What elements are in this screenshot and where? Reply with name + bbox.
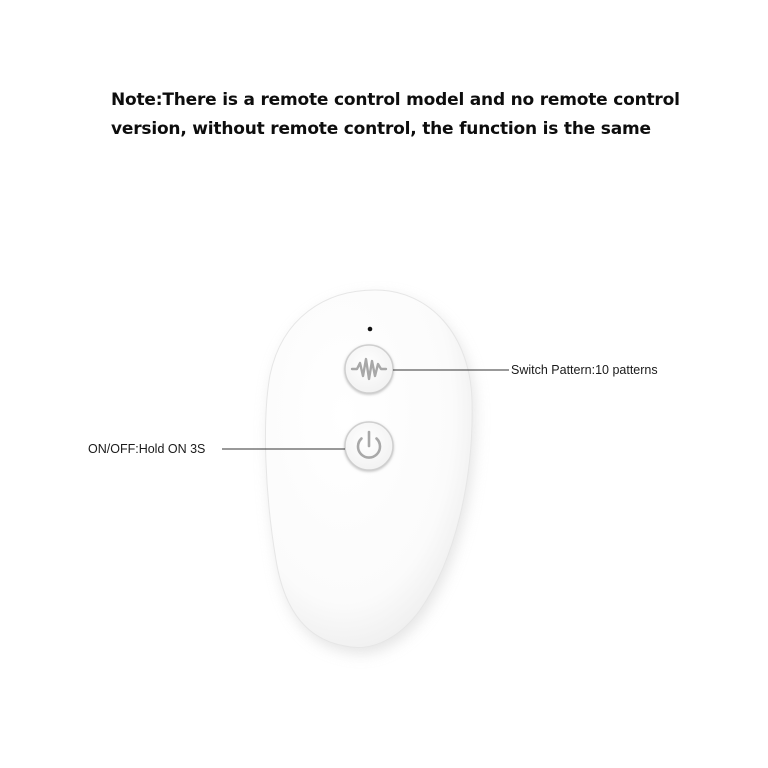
pattern-button[interactable] [345,345,393,393]
note-line-1: Note:There is a remote control model and no remote control [111,90,680,110]
indicator-light [368,327,373,332]
note-line-2: version, without remote control, the function is the same [111,119,651,139]
power-callout: ON/OFF:Hold ON 3S [88,442,206,456]
power-button[interactable] [345,422,393,470]
pattern-callout: Switch Pattern:10 patterns [511,363,658,377]
